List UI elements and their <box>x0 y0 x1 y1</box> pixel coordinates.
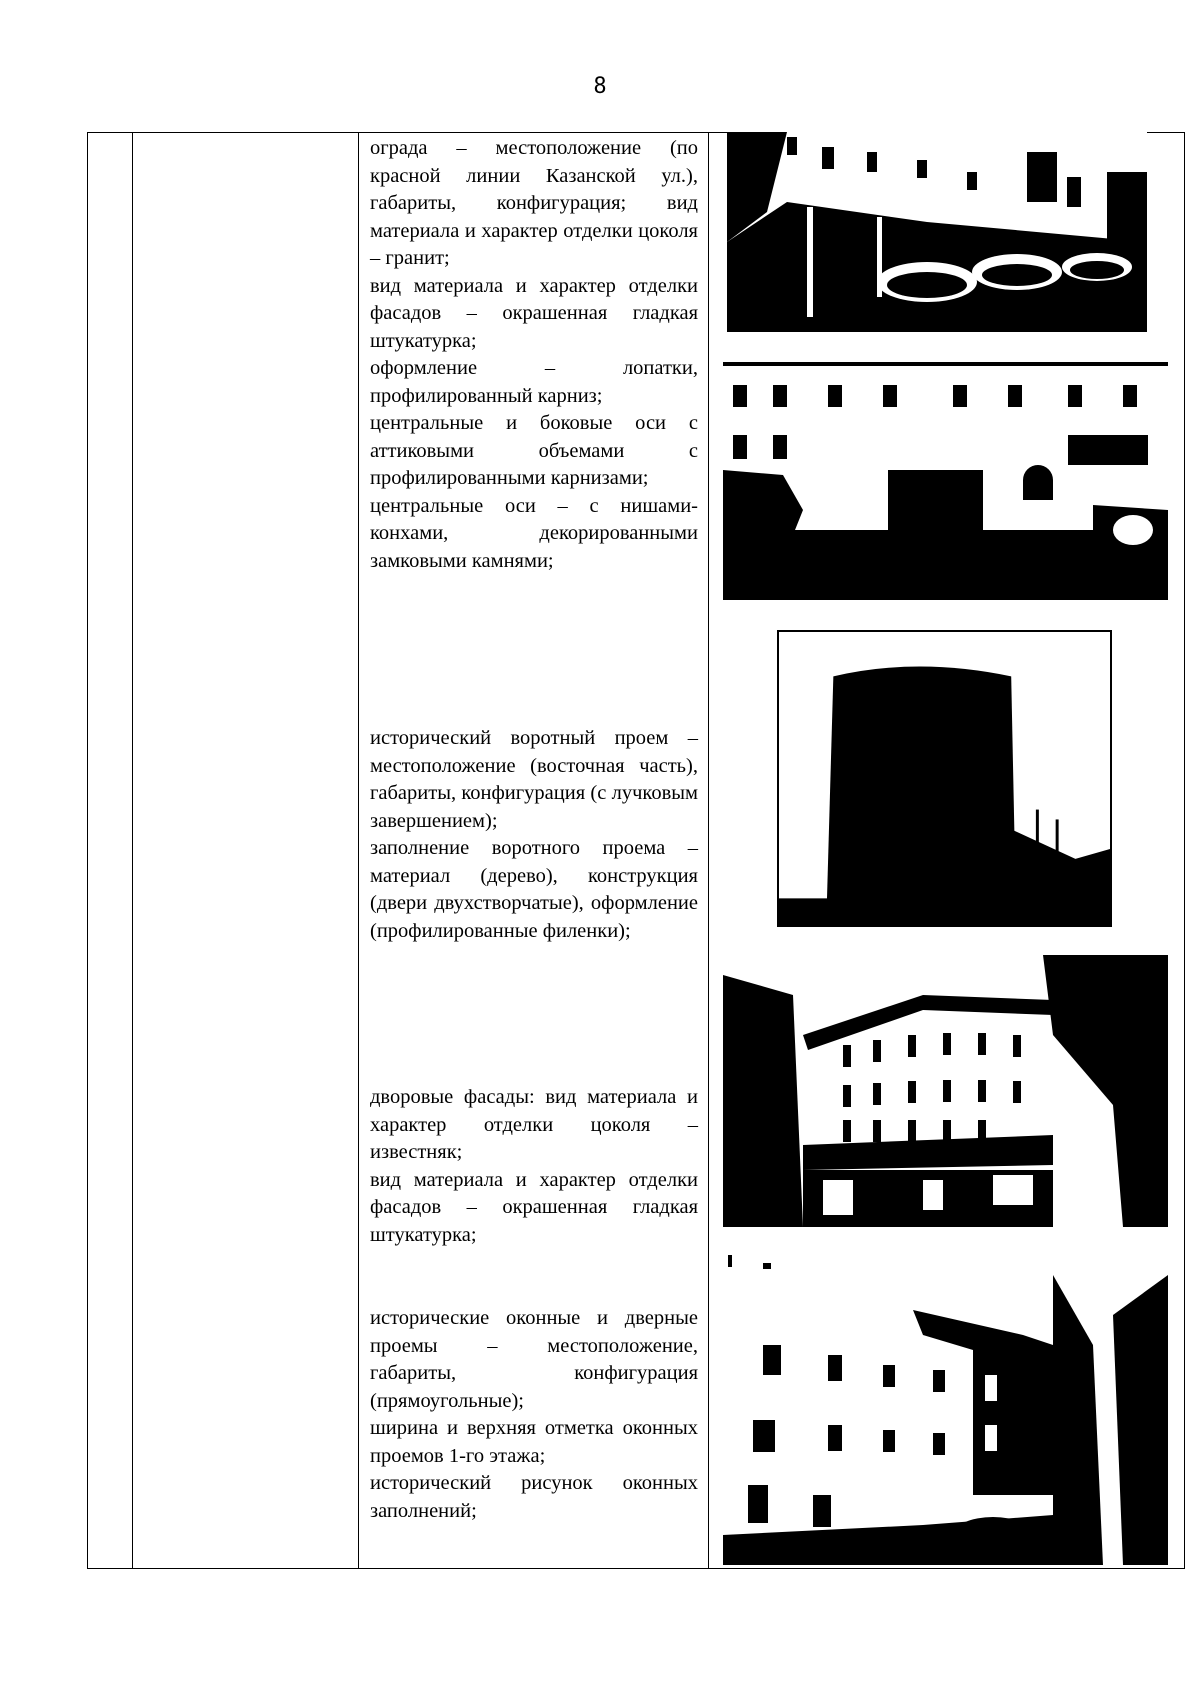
description-paragraph: вид материала и характер отделки фасадов – окрашенная гладкая штукатурка; <box>370 1168 698 1246</box>
description-block-gate <box>370 725 698 945</box>
description-paragraph: ширина и верхняя отметка оконных проемов 1-го этажа; <box>370 1417 698 1467</box>
column-divider-2 <box>358 133 359 1568</box>
description-block-windows <box>370 1305 698 1525</box>
description-paragraph: исторические оконные и дверные проемы – местоположение, габариты, конфигурация (прямоугольные); <box>370 1307 698 1412</box>
column-divider-1 <box>132 133 133 1568</box>
description-paragraph: ограда – местоположение (по красной линии Казанской ул.), габариты, конфигурация; вид материала и характер отделки цоколя – гранит; <box>370 137 698 269</box>
description-paragraph: заполнение воротного проема – материал (дерево), конструкция (двери двухстворчатые), оформление (профилированные филенки); <box>370 837 698 942</box>
description-paragraph: дворовые фасады: вид материала и характер отделки цоколя – известняк; <box>370 1086 698 1163</box>
column-divider-3 <box>708 133 709 1568</box>
page-number: 8 <box>593 74 607 99</box>
main-facade-photo <box>723 360 1168 600</box>
description-block-facade <box>370 135 698 575</box>
street-fence-photo <box>727 132 1147 332</box>
description-paragraph: исторический воротный проем – местоположение (восточная часть), габариты, конфигурация (с лучковым завершением); <box>370 727 698 832</box>
description-block-courtyard <box>370 1084 698 1249</box>
description-paragraph: оформление – лопатки, профилированный карниз; <box>370 357 698 407</box>
gate-opening-photo <box>777 630 1112 927</box>
courtyard-facade-photo <box>723 955 1168 1227</box>
description-paragraph: центральные и боковые оси с аттиковыми объемами с профилированными карнизами; <box>370 412 698 489</box>
courtyard-windows-photo <box>723 1255 1168 1565</box>
description-paragraph: исторический рисунок оконных заполнений; <box>370 1472 698 1522</box>
description-paragraph: центральные оси – с нишами-конхами, декорированными замковыми камнями; <box>370 494 698 572</box>
description-paragraph: вид материала и характер отделки фасадов – окрашенная гладкая штукатурка; <box>370 274 698 352</box>
